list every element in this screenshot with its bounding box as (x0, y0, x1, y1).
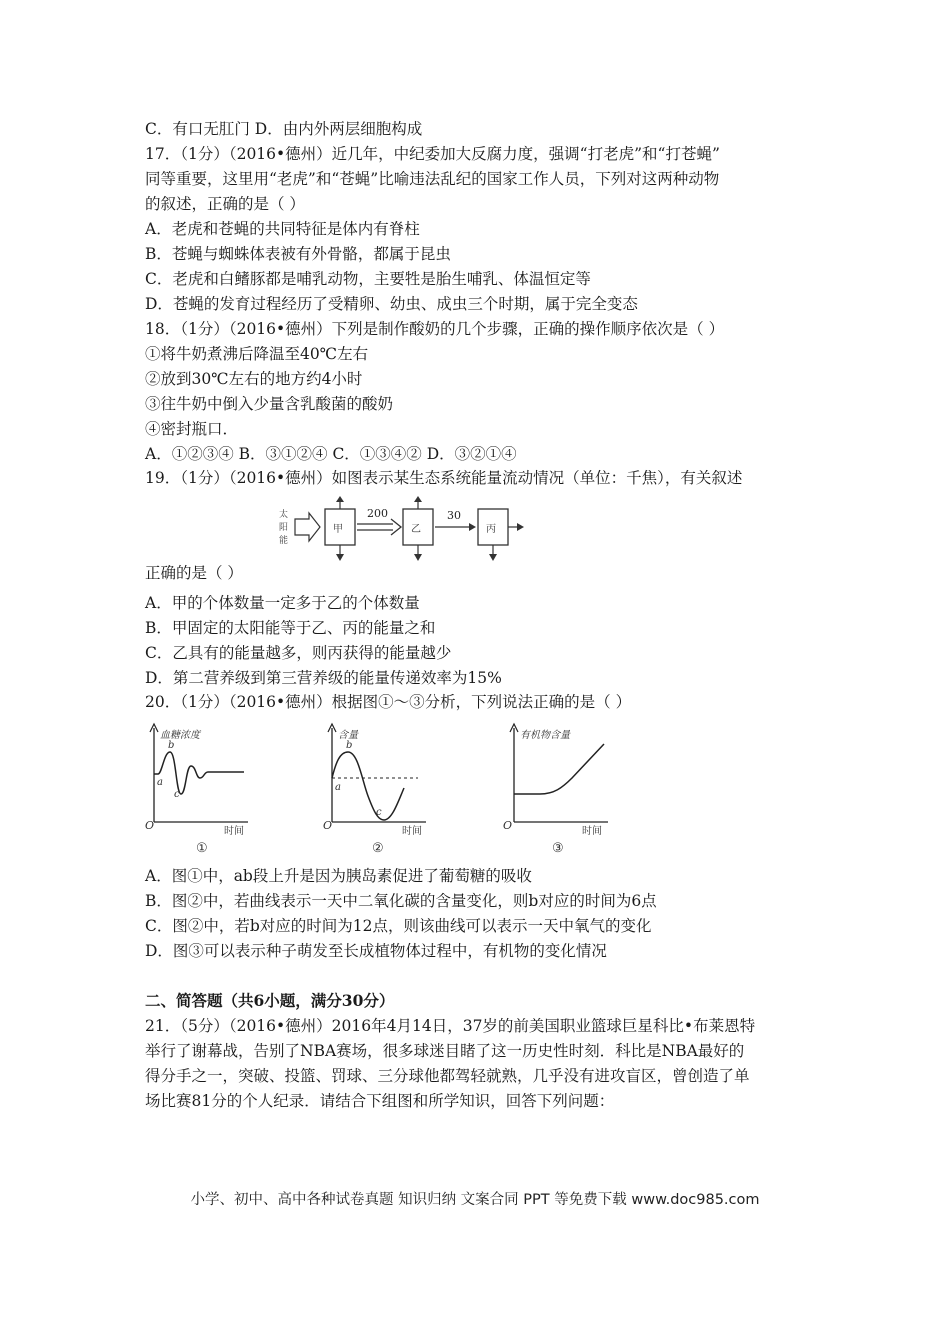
q18-stem: 18．（1分）（2016•德州）下列是制作酸奶的几个步骤，正确的操作顺序依次是（ ） (145, 320, 725, 338)
q21-stem-line1: 21．（5分）（2016•德州）2016年4月14日，37岁的前美国职业篮球巨星科比•布莱恩特 (145, 1017, 756, 1035)
q17-option-d: D．苍蝇的发育过程经历了受精卵、幼虫、成虫三个时期，属于完全变态 (145, 295, 638, 313)
graph-1-ylabel: 血糖浓度 (160, 730, 200, 741)
q20-option-c: C．图②中，若b对应的时间为12点，则该曲线可以表示一天中氧气的变化 (145, 917, 652, 935)
q19-option-a: A．甲的个体数量一定多于乙的个体数量 (145, 594, 420, 612)
graph-2-point-b: b (346, 740, 353, 751)
graph-3-ylabel: 有机物含量 (520, 730, 570, 741)
graph-3-number: ③ (552, 841, 564, 856)
q18-step-1: ①将牛奶煮沸后降温至40℃左右 (145, 345, 369, 363)
graph-1-point-c: c (174, 789, 180, 800)
graph-2-point-c: c (376, 807, 382, 818)
graph-2-origin: O (323, 819, 333, 832)
q20-stem: 20．（1分）（2016•德州）根据图①～③分析，下列说法正确的是（ ） (145, 693, 632, 711)
graph-2-xlabel: 时间 (402, 826, 422, 837)
graph-1-point-b: b (168, 740, 175, 751)
graph-3 (500, 722, 615, 857)
q21-stem-line3: 得分手之一，突破、投篮、罚球、三分球他都驾轻就熟，几乎没有进攻盲区，曾创造了单 (145, 1067, 750, 1085)
box-jia-label: 甲 (333, 524, 343, 535)
graph-2-point-a: a (335, 782, 341, 793)
sun-label-3: 能 (279, 536, 289, 546)
q17-stem-line3: 的叙述，正确的是（ ） (145, 195, 305, 213)
box-bing-label: 丙 (486, 524, 496, 535)
q17-option-b: B．苍蝇与蜘蛛体表被有外骨骼，都属于昆虫 (145, 245, 451, 263)
section-heading: 二、简答题（共6小题，满分30分） (145, 991, 395, 1010)
graph-1-number: ① (196, 841, 208, 856)
q18-step-4: ④密封瓶口． (145, 420, 239, 438)
q17-option-c: C．老虎和白鳍豚都是哺乳动物，主要牲是胎生哺乳、体温恒定等 (145, 270, 591, 288)
q19-stem-cont: 正确的是（ ） (145, 564, 243, 582)
q16-option-cd: C．有口无肛门 D．由内外两层细胞构成 (145, 120, 423, 138)
q18-step-3: ③往牛奶中倒入少量含乳酸菌的酸奶 (145, 395, 394, 413)
q17-stem-line1: 17．（1分）（2016•德州）近几年，中纪委加大反腐力度，强调“打老虎”和“打苍蝇” (145, 145, 720, 163)
q18-step-2: ②放到30℃左右的地方约4小时 (145, 370, 363, 388)
graph-1 (140, 722, 255, 857)
q19-stem: 19．（1分）（2016•德州）如图表示某生态系统能量流动情况（单位：千焦），有关叙述 (145, 469, 743, 487)
sun-label-1: 太 (279, 510, 289, 520)
flow-value-30: 30 (447, 509, 461, 522)
q20-option-a: A．图①中，ab段上升是因为胰岛素促进了葡萄糖的吸收 (145, 867, 532, 885)
graph-1-point-a: a (157, 777, 163, 788)
q19-option-d: D．第二营养级到第三营养级的能量传递效率为15% (145, 669, 502, 687)
sun-label-2: 阳 (279, 523, 289, 533)
q17-option-a: A．老虎和苍蝇的共同特征是体内有脊柱 (145, 220, 420, 238)
page-footer: 小学、初中、高中各种试卷真题 知识归纳 文案合同 PPT 等免费下载 www.doc985.com (190, 1192, 760, 1208)
graph-3-xlabel: 时间 (582, 826, 602, 837)
q20-option-b: B．图②中，若曲线表示一天中二氧化碳的含量变化，则b对应的时间为6点 (145, 892, 657, 910)
flow-value-200: 200 (367, 507, 388, 520)
q17-stem-line2: 同等重要，这里用“老虎”和“苍蝇”比喻违法乱纪的国家工作人员，下列对这两种动物 (145, 170, 720, 188)
q19-option-b: B．甲固定的太阳能等于乙、丙的能量之和 (145, 619, 436, 637)
graph-2 (318, 722, 433, 857)
graph-1-xlabel: 时间 (224, 826, 244, 837)
q20-option-d: D．图③可以表示种子萌发至长成植物体过程中，有机物的变化情况 (145, 942, 607, 960)
graph-1-origin: O (145, 819, 155, 832)
graph-2-ylabel: 含量 (338, 730, 358, 741)
graph-2-number: ② (372, 841, 384, 856)
q21-stem-line4: 场比赛81分的个人纪录．请结合下组图和所学知识，回答下列问题： (145, 1092, 615, 1110)
graph-3-origin: O (503, 819, 513, 832)
energy-flow-diagram (275, 495, 535, 565)
box-yi-label: 乙 (411, 524, 421, 535)
q21-stem-line2: 举行了谢幕战，告别了NBA赛场，很多球迷目睹了这一历史性时刻．科比是NBA最好的 (145, 1042, 745, 1060)
q18-options: A．①②③④ B．③①②④ C．①③④② D．③②①④ (145, 445, 517, 463)
q19-option-c: C．乙具有的能量越多，则丙获得的能量越少 (145, 644, 452, 662)
